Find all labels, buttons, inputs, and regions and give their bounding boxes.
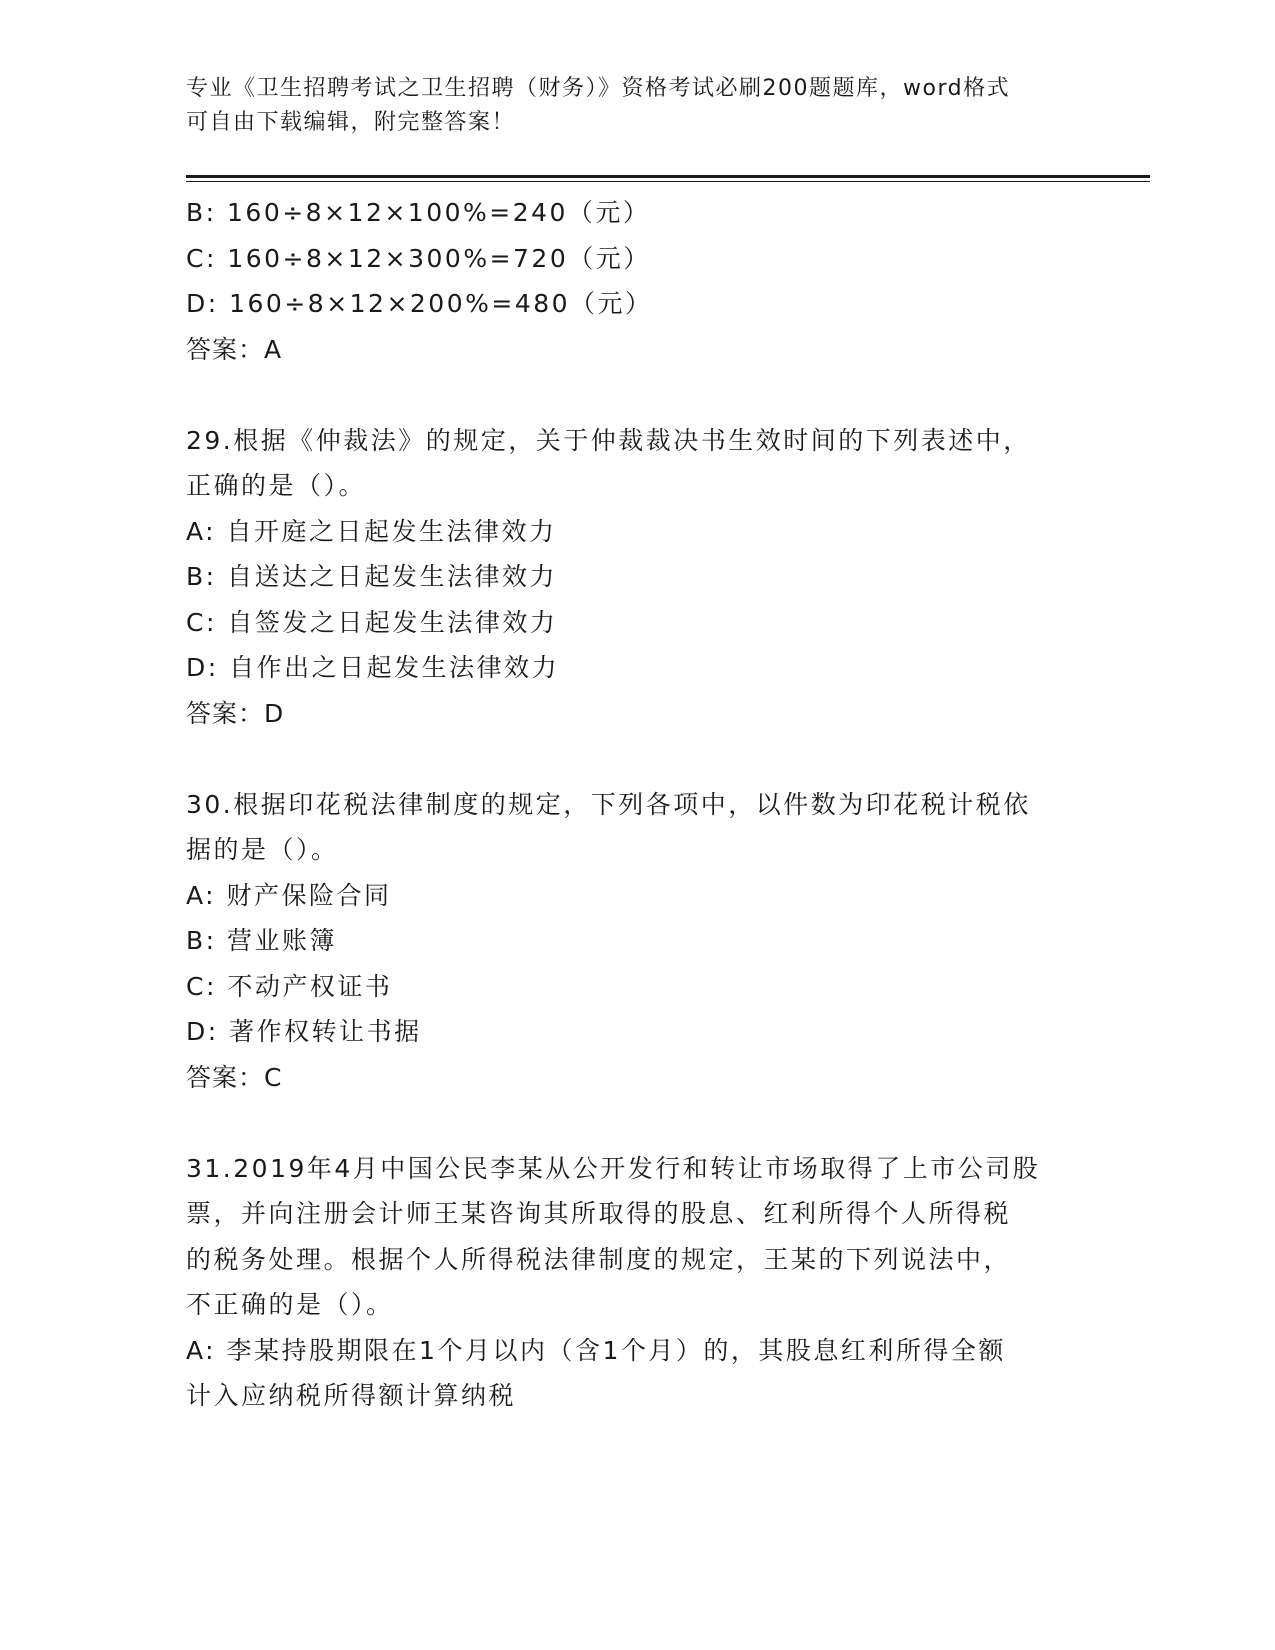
question-stem-line: 票，并向注册会计师王某咨询其所取得的股息、红利所得个人所得税 — [186, 1199, 1012, 1228]
question-30 — [186, 782, 1086, 1101]
option-c: C: 160÷8×12×300%=720（元） — [186, 243, 651, 273]
question-stem-line: 31.2019年4月中国公民李某从公开发行和转让市场取得了上市公司股 — [186, 1153, 1041, 1183]
document-body — [186, 190, 1086, 1419]
spacer — [186, 372, 1086, 418]
question-stem-line: 正确的是（）。 — [186, 471, 367, 500]
question-stem-line: 的税务处理。根据个人所得税法律制度的规定，王某的下列说法中， — [186, 1244, 1012, 1274]
answer-line: 答案：C — [186, 1062, 283, 1092]
option-b: B: 160÷8×12×100%=240（元） — [186, 198, 651, 227]
question-31 — [186, 1146, 1086, 1419]
header-line-2: 可自由下载编辑，附完整答案！ — [186, 110, 516, 135]
option-a: A: 自开庭之日起发生法律效力 — [186, 516, 557, 546]
spacer — [186, 736, 1086, 782]
question-stem-line: 30.根据印花税法律制度的规定，下列各项中，以件数为印花税计税依 — [186, 789, 1031, 819]
option-b: B: 营业账簿 — [186, 926, 338, 955]
option-d: D: 自作出之日起发生法律效力 — [186, 653, 560, 682]
question-stem-line: 据的是（）。 — [186, 835, 339, 864]
question-29 — [186, 418, 1086, 737]
question-28-continued — [186, 190, 1086, 372]
spacer — [186, 1100, 1086, 1146]
document-header — [186, 72, 1066, 140]
question-stem-line: 29.根据《仲裁法》的规定，关于仲裁裁决书生效时间的下列表述中， — [186, 425, 1031, 455]
option-a-continued: 计入应纳税所得额计算纳税 — [186, 1381, 517, 1410]
header-divider-thin — [186, 181, 1150, 182]
answer-line: 答案：A — [186, 334, 283, 364]
question-stem-line: 不正确的是（）。 — [186, 1290, 394, 1319]
option-d: D: 著作权转让书据 — [186, 1017, 422, 1046]
header-divider-thick — [186, 175, 1150, 178]
option-a: A: 李某持股期限在1个月以内（含1个月）的，其股息红利所得全额 — [186, 1335, 1006, 1365]
option-a: A: 财产保险合同 — [186, 880, 392, 910]
answer-line: 答案：D — [186, 698, 285, 728]
header-line-1: 专业《卫生招聘考试之卫生招聘（财务）》资格考试必刷200题题库，word格式 — [186, 76, 1011, 101]
option-c: C: 不动产权证书 — [186, 971, 393, 1001]
option-c: C: 自签发之日起发生法律效力 — [186, 607, 558, 637]
option-d: D: 160÷8×12×200%=480（元） — [186, 289, 653, 318]
option-b: B: 自送达之日起发生法律效力 — [186, 562, 558, 591]
